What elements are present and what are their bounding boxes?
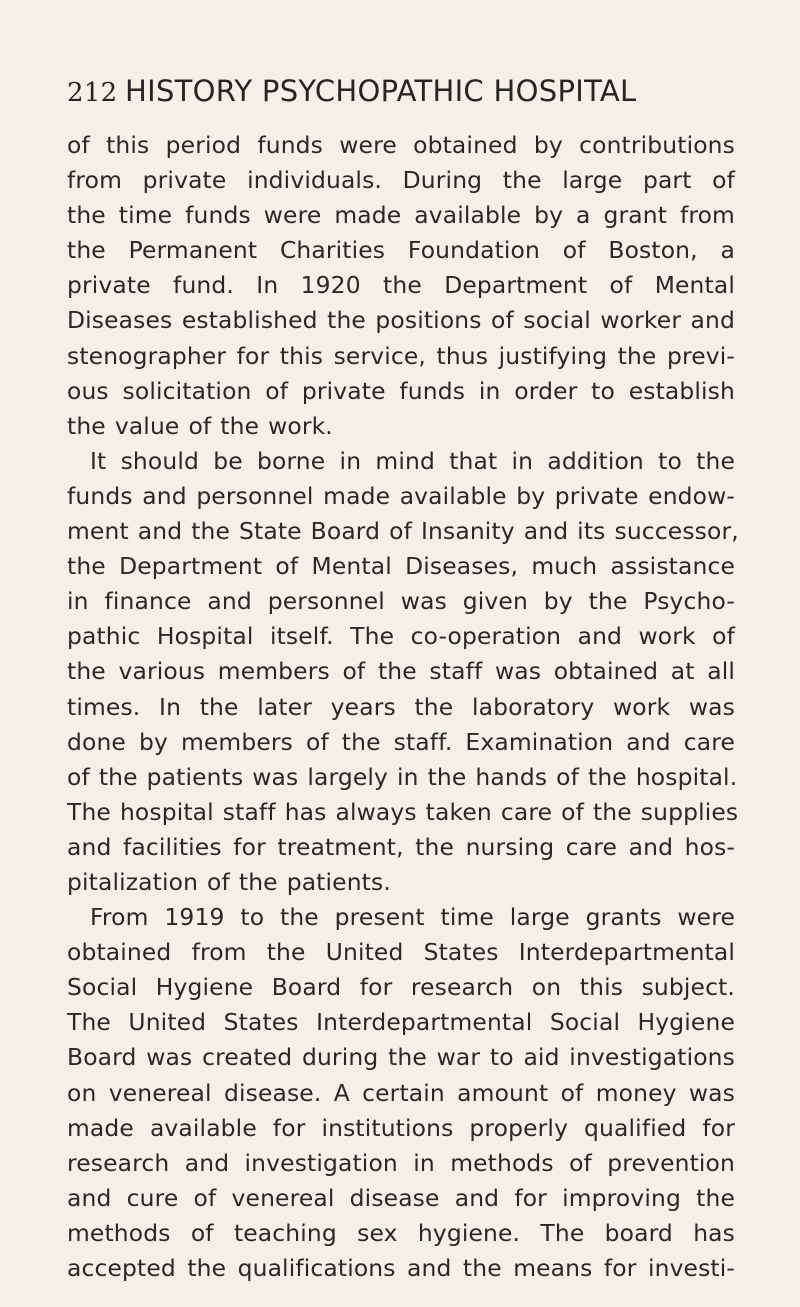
text-line: of the patients was largely in the hands of the hospital. (67, 762, 738, 791)
text-line: ous solicitation of private funds in order to establish (67, 376, 735, 405)
text-line: Diseases established the positions of social worker and (67, 306, 735, 335)
text-line: the various members of the staff was obtained at all (67, 657, 735, 686)
text-line: the value of the work. (67, 411, 333, 440)
body-text (67, 128, 739, 1286)
text-line: made available for institutions properly qualified for (67, 1113, 735, 1142)
text-line: It should be borne in mind that in addition to the (90, 446, 735, 475)
text-line: research and investigation in methods of prevention (67, 1148, 735, 1177)
text-line: and cure of venereal disease and for improving the (67, 1183, 735, 1212)
text-line: Board was created during the war to aid investigations (67, 1043, 735, 1072)
text-line: in finance and personnel was given by the Psycho- (67, 587, 735, 616)
paragraph-2 (67, 444, 739, 900)
text-line: Social Hygiene Board for research on this subject. (67, 973, 735, 1002)
text-line: The hospital staff has always taken care of the supplies (67, 797, 739, 826)
running-head-title: HISTORY PSYCHOPATHIC HOSPITAL (125, 74, 637, 108)
text-line: obtained from the United States Interdepartmental (67, 938, 735, 967)
text-line: of this period funds were obtained by contributions (67, 131, 735, 159)
text-line: and facilities for treatment, the nursing care and hos- (67, 832, 735, 861)
text-line: the time funds were made available by a grant from (67, 201, 735, 230)
text-line: The United States Interdepartmental Social Hygiene (67, 1008, 735, 1037)
text-line: funds and personnel made available by private endow- (67, 481, 735, 510)
page-number: 212 (67, 78, 118, 108)
text-line: done by members of the staff. Examination and care (67, 727, 735, 756)
text-line: from private individuals. During the large part of (67, 166, 735, 195)
paragraph-1 (67, 128, 735, 444)
text-line: From 1919 to the present time large grants were (90, 903, 735, 932)
text-line: ment and the State Board of Insanity and its successor, (67, 517, 739, 546)
text-line: times. In the later years the laboratory work was (67, 692, 735, 721)
text-line: private fund. In 1920 the Department of Mental (67, 271, 735, 300)
text-line: pitalization of the patients. (67, 867, 391, 896)
paragraph-3 (67, 900, 735, 1286)
text-line: methods of teaching sex hygiene. The board has (67, 1218, 735, 1247)
running-head (67, 71, 737, 111)
text-line: the Permanent Charities Foundation of Boston, a (67, 236, 735, 265)
text-line: the Department of Mental Diseases, much assistance (67, 552, 735, 581)
text-line: accepted the qualifications and the means for investi- (67, 1254, 735, 1282)
text-line: pathic Hospital itself. The co-operation and work of (67, 622, 735, 651)
text-line: stenographer for this service, thus justifying the previ- (67, 341, 735, 370)
text-line: on venereal disease. A certain amount of money was (67, 1078, 735, 1107)
